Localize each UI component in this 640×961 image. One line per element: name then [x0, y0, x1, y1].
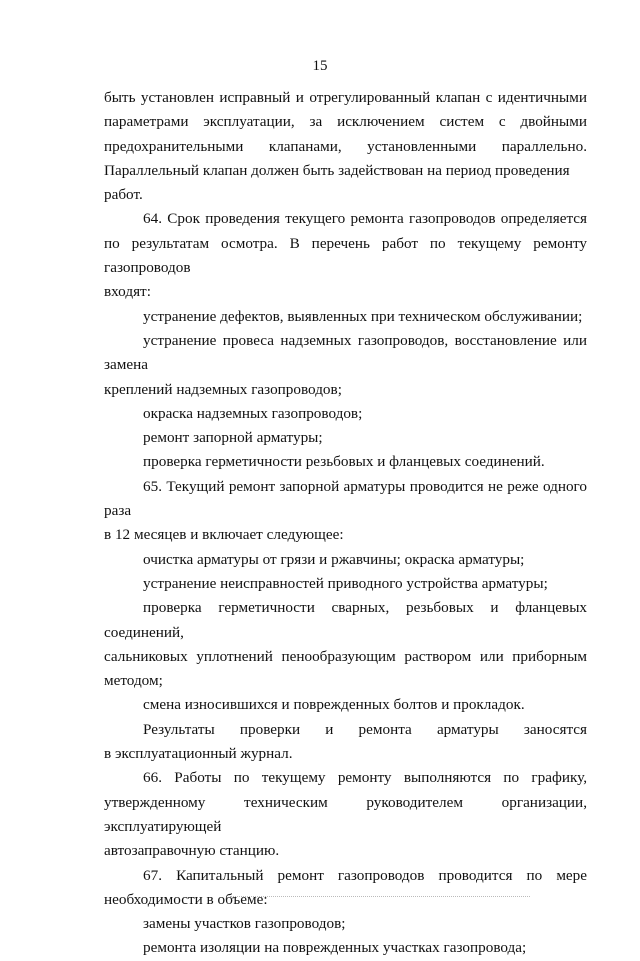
text-line: входят:	[104, 283, 151, 301]
scan-edge-divider	[230, 896, 530, 897]
list-item: ремонт запорной арматуры;	[143, 429, 323, 447]
text-line: сальниковых уплотнений пенообразующим раствором или приборным	[104, 647, 587, 665]
list-item: проверка герметичности сварных, резьбовых и фланцевых соединений,	[104, 599, 587, 641]
paragraph-67-line: 67. Капитальный ремонт газопроводов проводится по мере	[143, 866, 587, 884]
document-body	[104, 86, 587, 961]
text-line: в эксплуатационный журнал.	[104, 745, 293, 763]
text-line: автозаправочную станцию.	[104, 842, 280, 860]
list-item: проверка герметичности резьбовых и фланцевых соединений.	[143, 453, 545, 471]
text-line: Параллельный клапан должен быть задействован на период проведения работ.	[104, 161, 570, 204]
text-line: Результаты проверки и ремонта арматуры заносятся	[143, 720, 587, 738]
list-item: окраска надземных газопроводов;	[143, 404, 363, 422]
list-item: устранение неисправностей приводного устройства арматуры;	[143, 574, 548, 592]
page-number: 15	[312, 58, 328, 74]
text-line: предохранительными клапанами, установленными параллельно.	[104, 137, 587, 155]
text-line: быть установлен исправный и отрегулированный клапан с идентичными	[104, 89, 587, 106]
list-item: смена износившихся и поврежденных болтов и прокладок.	[143, 696, 525, 714]
text-line: необходимости в объеме:	[104, 890, 268, 908]
list-item: ремонта изоляции на поврежденных участках газопровода;	[143, 939, 527, 957]
text-line: методом;	[104, 672, 163, 690]
list-item: замены участков газопроводов;	[143, 915, 346, 933]
text-line: креплений надземных газопроводов;	[104, 380, 342, 398]
paragraph-66-line: 66. Работы по текущему ремонту выполняются по графику,	[143, 769, 587, 787]
text-line: в 12 месяцев и включает следующее:	[104, 526, 344, 544]
paragraph-64-line: 64. Срок проведения текущего ремонта газопроводов определяется	[143, 210, 587, 228]
text-line: утвержденному техническим руководителем организации, эксплуатирующей	[104, 793, 587, 835]
list-item: очистка арматуры от грязи и ржавчины; окраска арматуры;	[143, 550, 525, 568]
text-line: параметрами эксплуатации, за исключением систем с двойными	[104, 113, 587, 131]
text-line: по результатам осмотра. В перечень работ по текущему ремонту газопроводов	[104, 234, 587, 277]
paragraph-65-line: 65. Текущий ремонт запорной арматуры проводится не реже одного раза	[104, 477, 587, 520]
list-item: устранение провеса надземных газопроводов, восстановление или замена	[104, 331, 587, 374]
list-item: устранение дефектов, выявленных при техническом обслуживании;	[143, 307, 583, 325]
